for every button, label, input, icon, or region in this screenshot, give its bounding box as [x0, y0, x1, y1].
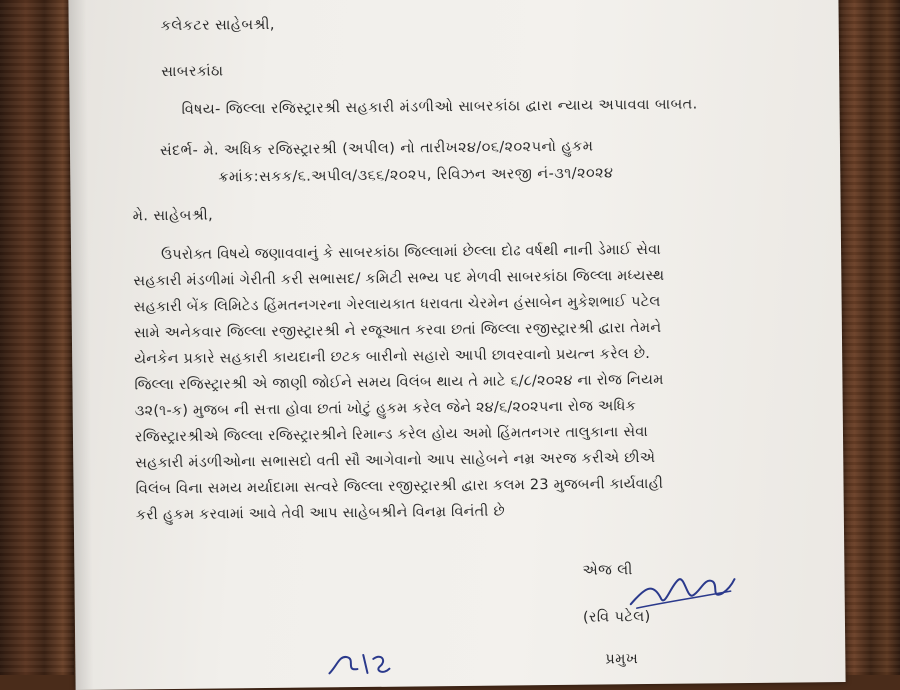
signatory-name: (રવિ પટેલ) — [582, 608, 651, 626]
body-line: સામે અનેકવાર જિલ્લા રજીસ્ટ્રારશ્રી ને રજૂઆત કરવા છતાં જિલ્લા રજીસ્ટ્રારશ્રી દ્વારા તેમને — [133, 319, 662, 342]
desk-surface-right — [835, 0, 900, 675]
district: સાબરકાંઠા — [161, 63, 224, 81]
reference-line-2: ક્રમાંક:સકક/૬.અપીલ/૩૬૬/૨૦૨૫, રિવિઝન અરજી નં-૩૧/૨૦૨૪ — [218, 165, 614, 186]
letter-page — [68, 0, 845, 690]
subject-line: વિષય- જિલ્લા રજિસ્ટ્રારશ્રી સહકારી મંડળીઓ સાબરકાંઠા દ્વારા ન્યાય અપાવવા બાબત. — [181, 96, 698, 118]
desk-surface-left — [0, 0, 74, 675]
addressee: કલેકટર સાહેબશ્રી, — [160, 16, 275, 35]
body-line: સહકારી બેંક લિમિટેડ હિંમતનગરના ગેરલાયકાત ધરાવતા ચેરમેન હંસાબેન મુકેશભાઈ પટેલ — [133, 293, 661, 316]
body-line: યેનકેન પ્રકારે સહકારી કાયદાની છટક બારીનો સહારો આપી છાવરવાનો પ્રયત્ન કરેલ છે. — [134, 345, 651, 368]
salutation: મે. સાહેબશ્રી, — [132, 207, 214, 225]
body-line: વિલંબ વિના સમય મર્યાદામા સત્વરે જિલ્લા રજીસ્ટ્રારશ્રી દ્વારા કલમ 23 મુજબની કાર્યવાહી — [135, 475, 664, 498]
body-line: સહકારી મંડળીઓના સભાસદો વતી સૌ આગેવાનો આપ સાહેબને નમ્ર અરજ કરીએ છીએ — [135, 449, 656, 472]
body-line: ઉપરોક્ત વિષયે જણાવવાનું કે સાબરકાંઠા જિલ્લામાં છેલ્લા દોઢ વર્ષથી નાની ડેમાઈ સેવા — [161, 241, 661, 264]
reference-line-1: સંદર્ભ- મે. અધિક રજિસ્ટ્રારશ્રી (અપીલ) નો તારીખ૨૪/૦૬/૨૦૨૫નો હુકમ — [159, 138, 594, 160]
body-line: રજિસ્ટ્રારશ્રીએ જિલ્લા રજિસ્ટ્રારશ્રીને રિમાન્ડ કરેલ હોય અમો હિંમતનગર તાલુકાના સેવા — [134, 424, 649, 446]
body-line: કરી હુકમ કરવામાં આવે તેવી આપ સાહેબશ્રીને વિનમ્ર વિનંતી છે — [135, 503, 505, 524]
closing: એજ લી — [582, 562, 633, 579]
bottom-handwriting-scribble — [325, 647, 405, 678]
body-line: ૩૨(૧-ક) મુજબ ની સત્તા હોવા છતાં ખોટું હુકમ કરેલ જેને ૨૪/૬/૨૦૨૫ના રોજ અધિક — [134, 398, 637, 420]
designation: પ્રમુખ — [605, 651, 639, 668]
body-line: જિલ્લા રજિસ્ટ્રારશ્રી એ જાણી જોઈને સમય વિલંબ થાય તે માટે ૬/૮/૨૦૨૪ ના રોજ નિયમ — [134, 371, 664, 394]
body-line: સહકારી મંડળીમાં ગેરીતી કરી સભાસદ/ કમિટી સભ્ય પદ મેળવી સાબરકાંઠા જિલ્લા મધ્યસ્થ — [133, 267, 665, 290]
